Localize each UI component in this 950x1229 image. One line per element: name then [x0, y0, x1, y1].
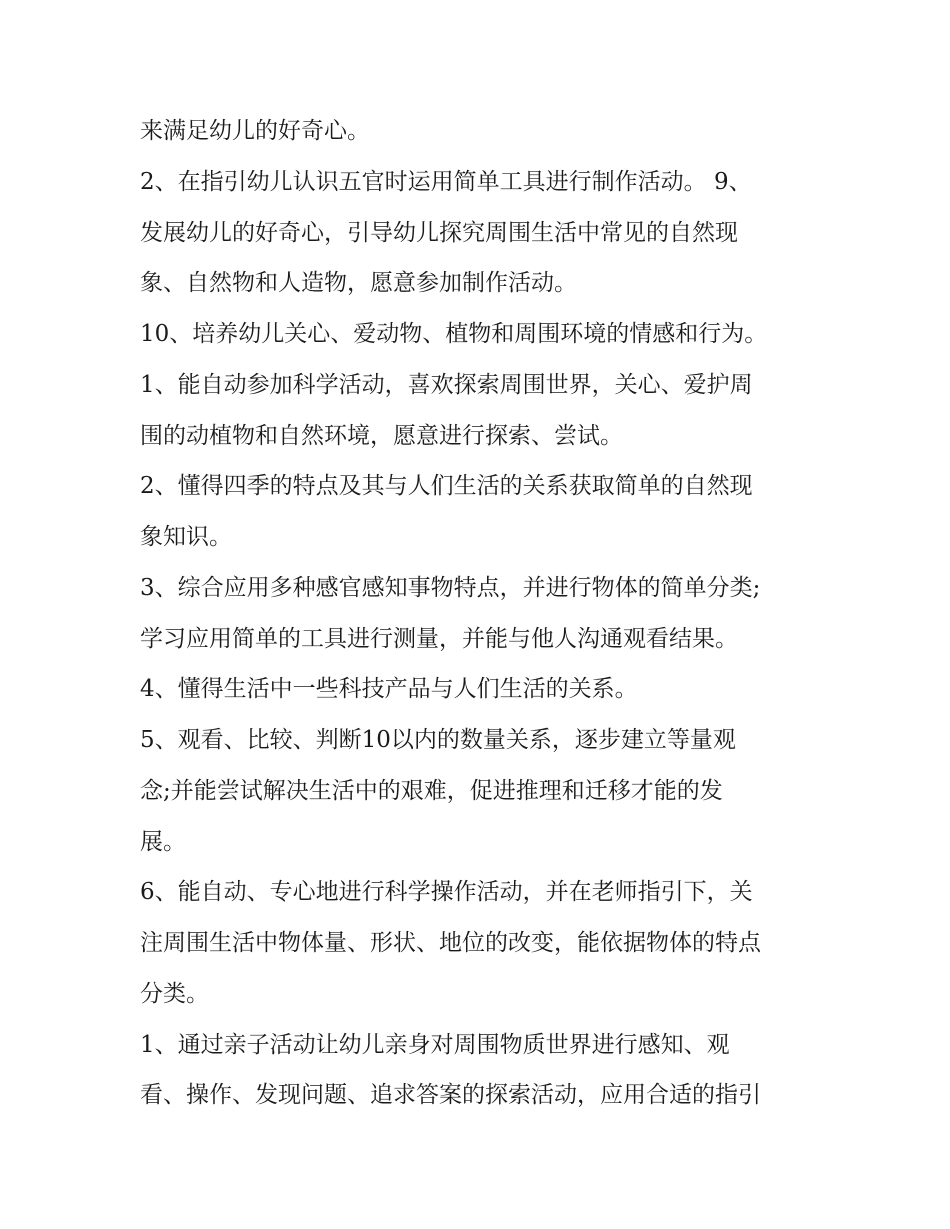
- text-line: 1、通过亲子活动让幼儿亲身对周围物质世界进行感知、观: [140, 1031, 730, 1058]
- body-text: [140, 106, 830, 1121]
- text-line: 象、自然物和人造物，愿意参加制作活动。: [140, 270, 577, 297]
- text-line: 看、操作、发现问题、追求答案的探索活动，应用合适的指引: [140, 1082, 761, 1109]
- text-line: 分类。: [140, 980, 209, 1007]
- text-line: 10、培养幼儿关心、爱动物、植物和周围环境的情感和行为。: [140, 321, 768, 347]
- text-line: 3、综合应用多种感官感知事物特点，并进行物体的简单分类;: [140, 574, 761, 601]
- text-line: 2、懂得四季的特点及其与人们生活的关系获取简单的自然现: [140, 473, 753, 500]
- text-line: 来满足幼儿的好奇心。: [140, 118, 370, 144]
- text-line: 5、观看、比较、判断10以内的数量关系，逐步建立等量观: [140, 727, 736, 753]
- text-line: 发展幼儿的好奇心，引导幼儿探究周围生活中常见的自然现: [140, 219, 738, 246]
- text-line: 象知识。: [140, 524, 232, 550]
- text-line: 注周围生活中物体量、形状、地位的改变，能依据物体的特点: [140, 930, 761, 956]
- text-line: 展。: [140, 828, 186, 855]
- text-line: 念;并能尝试解决生活中的艰难，促进推理和迁移才能的发: [140, 777, 723, 804]
- text-line: 围的动植物和自然环境，愿意进行探索、尝试。: [140, 422, 623, 449]
- text-line: 学习应用简单的工具进行测量，并能与他人沟通观看结果。: [140, 625, 738, 652]
- text-line: 4、懂得生活中一些科技产品与人们生活的关系。: [140, 676, 638, 703]
- text-line: 2、在指引幼儿认识五官时运用简单工具进行制作活动。 9、: [140, 168, 752, 195]
- text-line: 6、能自动、专心地进行科学操作活动，并在老师指引下，关: [140, 879, 753, 906]
- text-line: 1、能自动参加科学活动，喜欢探索周围世界，关心、爱护周: [140, 371, 753, 398]
